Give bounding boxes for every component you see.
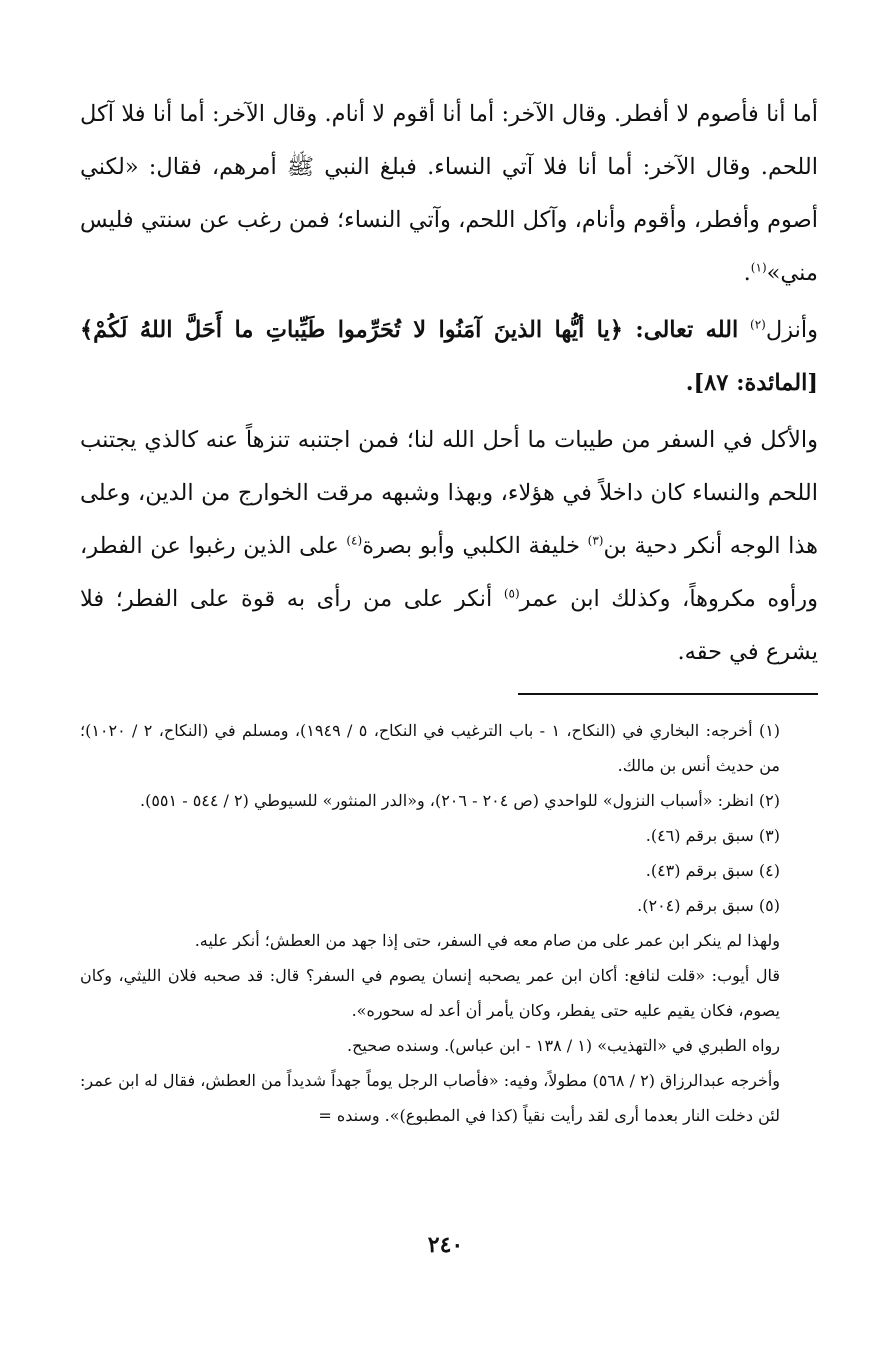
footnote-5-continuation: وأخرجه عبدالرزاق (٢ / ٥٦٨) مطولاً، وفيه: «فأصاب الرجل يوماً جهداً شديداً من العطش، فقال له ابن عمر: لئن دخلت النار بعدما أرى لقد رأيت نقياً (كذا في المطبوع)». وسنده = [80, 1071, 781, 1125]
paragraph-hadith: أما أنا فأصوم لا أفطر. وقال الآخر: أما أنا أقوم لا أنام. وقال الآخر: أما أنا فلا آكل اللحم. وقال الآخر: أما أنا فلا آتي النساء. فبلغ النبي ﷺ أمرهم، فقال: «لكني أصوم وأفطر، وأقوم وأنام، وآكل اللحم، وآتي النساء؛ فمن رغب عن سنتي فليس مني»$^{(١)}$. [80, 101, 818, 286]
footnote-mark-2[interactable]: (٢) [750, 317, 766, 332]
footnote-5-continuation: ولهذا لم ينكر ابن عمر على من صام معه في السفر، حتى إذا جهد من العطش؛ أنكر عليه. [194, 931, 780, 950]
paragraph-text: خليفة الكلبي وأبو بصرة [362, 533, 581, 559]
footnote-separator [518, 693, 818, 695]
page-number: ٢٤٠ [427, 1232, 464, 1258]
footnote-mark-3[interactable]: (٣) [587, 533, 604, 548]
paragraph-text: وأنزل [765, 317, 819, 343]
main-text [80, 88, 818, 679]
paragraph-travel [80, 414, 818, 679]
footnote-3: (٣) سبق برقم (٤٦). [645, 826, 780, 845]
paragraph-text: أما أنا فأصوم لا أفطر. وقال الآخر: أما أنا أقوم لا أنام. وقال الآخر: أما أنا فلا آكل اللحم. وقال الآخر: أما أنا فلا آتي النساء. فبلغ النبي ﷺ أمرهم، فقال: «لكني أصوم وأفطر، وأقوم وأنام، وآكل اللحم، وآتي النساء؛ فمن رغب عن سنتي فليس مني» [80, 101, 818, 286]
footnote-5: (٥) سبق برقم (٢٠٤). [637, 896, 780, 915]
footnote-mark-4[interactable]: (٤) [346, 533, 363, 548]
page-body [80, 88, 818, 1133]
paragraph-text: والأكل في السفر من طيبات ما أحل الله لنا؛ فمن اجتنبه تنزهاً عنه كالذي يجتنب اللحم والنساء كان داخلاً في هؤلاء، وبهذا وشبهه مرقت الخوارج من الدين، وعلى هذا الوجه أنكر دحية بن [80, 427, 818, 559]
quran-verse: الله تعالى: ﴿يا أيُّها الذينَ آمَنُوا لا تُحَرِّموا طَيِّباتِ ما أَحَلَّ اللهُ لَكُمْ﴾ [المائدة: ٨٧]. [80, 317, 818, 396]
footnote-4: (٤) سبق برقم (٤٣). [645, 861, 780, 880]
footnote-1: (١) أخرجه: البخاري في (النكاح، ١ - باب الترغيب في النكاح، ٥ / ١٩٤٩)، ومسلم في (النكاح، ٢ / ١٠٢٠)؛ من حديث أنس بن مالك. [80, 721, 781, 775]
paragraph-quran [80, 304, 818, 410]
footnote-5-continuation: رواه الطبري في «التهذيب» (١ / ١٣٨ - ابن عباس). وسنده صحيح. [347, 1036, 780, 1055]
footnotes [80, 713, 818, 1133]
footnote-mark-1[interactable]: (١) [750, 260, 767, 275]
footnote-5-continuation: قال أيوب: «قلت لنافع: أكان ابن عمر يصحبه إنسان يصوم في السفر؟ قال: قد صحبه فلان الليثي، وكان يصوم، فكان يقيم عليه حتى يفطر، وكان يأمر أن أعد له سحوره». [80, 966, 780, 1020]
paragraph-text: أنكر على من رأى به قوة على الفطر؛ فلا يشرع في حقه. [80, 586, 818, 665]
footnote-2: (٢) انظر: «أسباب النزول» للواحدي (ص ٢٠٤ - ٢٠٦)، و«الدر المنثور» للسيوطي (٢ / ٥٤٤ - ٥٥١). [140, 791, 780, 810]
paragraph-text: على الذين رغبوا عن الفطر، ورأوه مكروهاً، وكذلك ابن عمر [80, 533, 818, 612]
footnote-mark-5[interactable]: (٥) [503, 586, 520, 601]
